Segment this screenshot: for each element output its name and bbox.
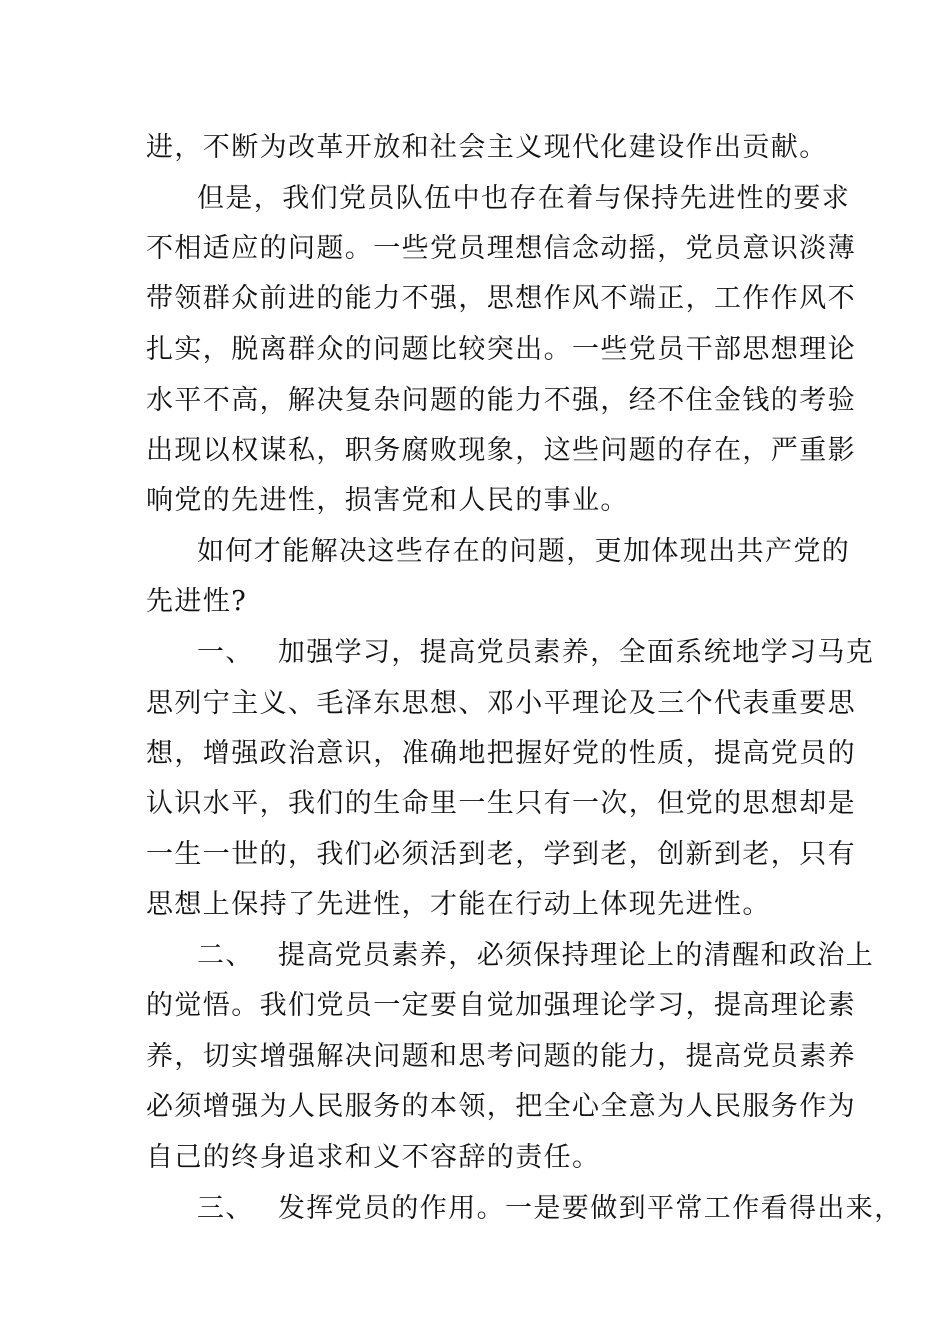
item-text: 加强学习，提高党员素养，全面系统地学习马克 (277, 637, 875, 668)
text-line: 思列宁主义、毛泽东思想、邓小平理论及三个代表重要思 (146, 688, 856, 719)
text-line: 扎实，脱离群众的问题比较突出。一些党员干部思想理论 (146, 334, 856, 365)
text-line: 带领群众前进的能力不强，思想作风不端正，工作作风不 (146, 283, 856, 314)
numbered-item-3 (197, 1189, 903, 1229)
paragraph-start: 但是，我们党员队伍中也存在着与保持先进性的要求 (197, 183, 851, 214)
text-line: 想，增强政治意识，准确地把握好党的性质，提高党员的 (146, 738, 856, 769)
text-line: 响党的先进性，损害党和人民的事业。 (146, 485, 629, 516)
numbered-item-2 (197, 936, 887, 976)
text-line: 养，切实增强解决问题和思考问题的能力，提高党员素养 (146, 1041, 856, 1072)
text-line: 的觉悟。我们党员一定要自觉加强理论学习，提高理论素 (146, 990, 856, 1021)
text-line: 水平不高，解决复杂问题的能力不强，经不住金钱的考验 (146, 385, 856, 416)
text-line: 不相适应的问题。一些党员理想信念动摇，党员意识淡薄 (146, 233, 856, 264)
text-line: 必须增强为人民服务的本领，把全心全意为人民服务作为 (146, 1091, 856, 1122)
item-number: 一、 (197, 637, 254, 668)
text-line: 一生一世的，我们必须活到老，学到老，创新到老，只有 (146, 839, 856, 870)
item-number: 三、 (197, 1193, 254, 1224)
text-line: 进，不断为改革开放和社会主义现代化建设作出贡献。 (146, 132, 828, 163)
text-line: 自己的终身追求和义不容辞的责任。 (146, 1142, 601, 1173)
paragraph-start: 如何才能解决这些存在的问题，更加体现出共产党的 (197, 536, 851, 567)
item-text: 发挥党员的作用。一是要做到平常工作看得出来， (277, 1193, 903, 1224)
text-line: 出现以权谋私，职务腐败现象，这些问题的存在，严重影 (146, 435, 856, 466)
item-number: 二、 (197, 940, 254, 971)
text-line: 思想上保持了先进性，才能在行动上体现先进性。 (146, 889, 771, 920)
text-line: 认识水平，我们的生命里一生只有一次，但党的思想却是 (146, 788, 856, 819)
numbered-item-1 (197, 633, 887, 673)
item-text: 提高党员素养，必须保持理论上的清醒和政治上 (277, 940, 875, 971)
text-line: 先进性? (146, 586, 248, 617)
